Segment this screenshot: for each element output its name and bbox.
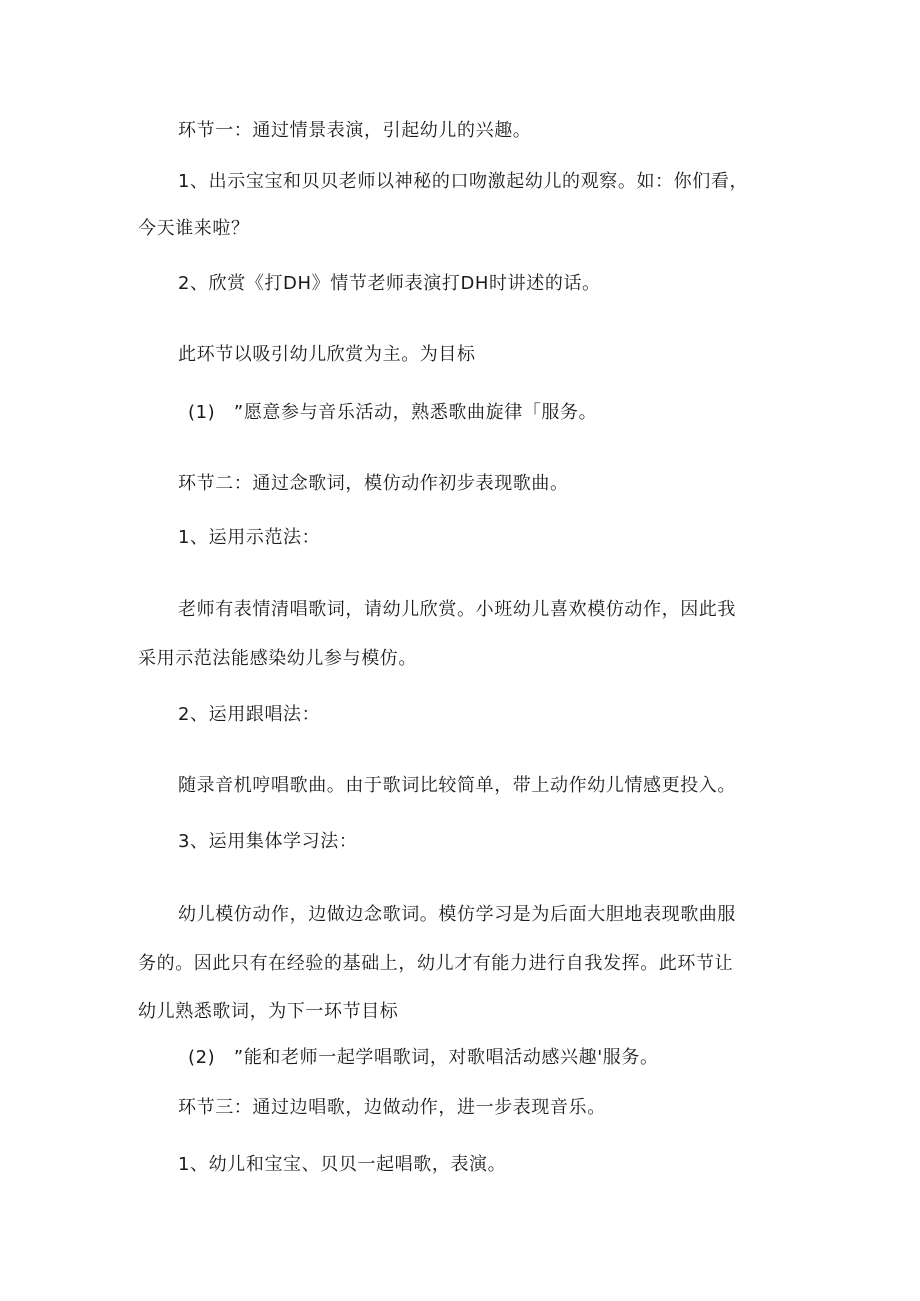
paragraph-line: 2、运用跟唱法： [178, 704, 321, 725]
paragraph-line: 今天谁来啦？ [138, 218, 250, 239]
paragraph-line: 随录音机哼唱歌曲。由于歌词比较简单，带上动作幼儿情感更投入。 [178, 775, 736, 796]
goal-line-2: (2) ”能和老师一起学唱歌词，对歌唱活动感兴趣'服务。 [188, 1047, 659, 1068]
paragraph-line: 幼儿模仿动作，边做边念歌词。模仿学习是为后面大胆地表现歌曲服 [178, 904, 736, 925]
paragraph-line: 此环节以吸引幼儿欣赏为主。为目标 [178, 344, 476, 365]
paragraph-line: 老师有表情清唱歌词，请幼儿欣赏。小班幼儿喜欢模仿动作，因此我 [178, 599, 736, 620]
paragraph-line: 务的。因此只有在经验的基础上，幼儿才有能力进行自我发挥。此环节让 [138, 953, 734, 974]
goal-line-1: (1) ”愿意参与音乐活动，熟悉歌曲旋律「服务。 [188, 402, 598, 423]
paragraph-line: 采用示范法能感染幼儿参与模仿。 [138, 648, 417, 669]
paragraph-line: 2、欣赏《打DH》情节老师表演打DH时讲述的话。 [178, 273, 601, 294]
section-heading-3: 环节三：通过边唱歌，边做动作，进一步表现音乐。 [178, 1097, 606, 1118]
paragraph-line: 1、运用示范法： [178, 527, 321, 548]
section-heading-1: 环节一：通过情景表演，引起幼儿的兴趣。 [178, 120, 532, 141]
paragraph-line: 1、出示宝宝和贝贝老师以神秘的口吻激起幼儿的观察。如：你们看， [178, 171, 749, 192]
paragraph-line: 3、运用集体学习法： [178, 831, 358, 852]
paragraph-line: 1、幼儿和宝宝、贝贝一起唱歌，表演。 [178, 1154, 507, 1175]
section-heading-2: 环节二：通过念歌词，模仿动作初步表现歌曲。 [178, 473, 569, 494]
paragraph-line: 幼儿熟悉歌词，为下一环节目标 [138, 1001, 399, 1022]
